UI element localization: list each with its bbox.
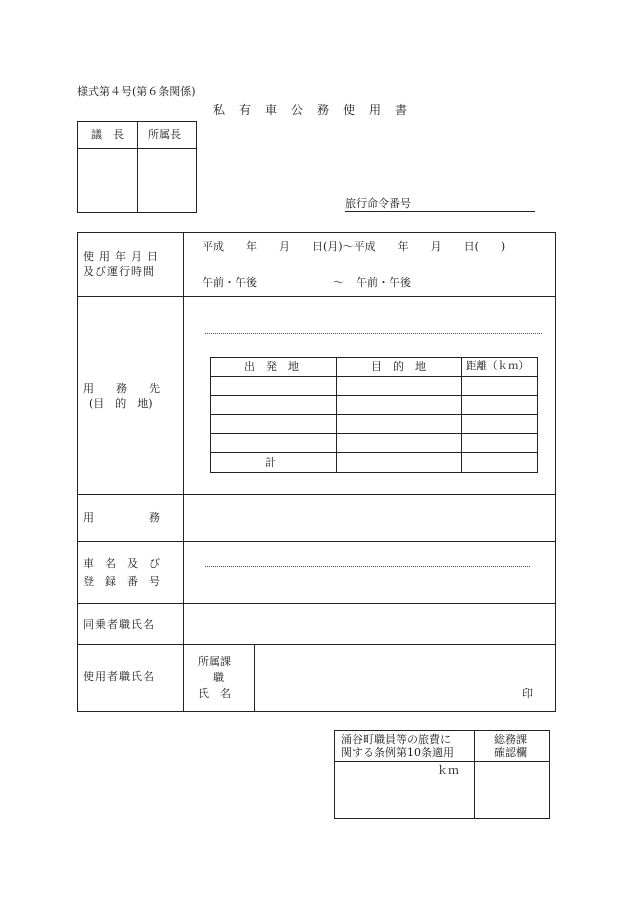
- user-position-label: 職: [213, 671, 224, 684]
- vehicle-dotted-line[interactable]: [205, 566, 530, 567]
- section-line2: 確認欄: [494, 746, 527, 759]
- document-title: 私 有 車 公 務 使 用 書: [213, 103, 409, 117]
- km-entry-cell[interactable]: [335, 762, 473, 818]
- route-header-distance: 距離（ｋｍ）: [466, 360, 529, 372]
- approval-chair-label: 議 長: [91, 128, 124, 141]
- order-number-label: 旅行命令番号: [345, 197, 411, 210]
- passengers-field[interactable]: [184, 604, 555, 643]
- section-confirm-cell[interactable]: [475, 762, 549, 818]
- form-number: 様式第４号(第６条関係): [77, 85, 196, 98]
- datetime-label-line2: 及び運行時間: [83, 265, 155, 278]
- section-line1: 総務課: [494, 733, 527, 746]
- order-number-field[interactable]: [345, 211, 535, 212]
- approval-dept-head-label: 所属長: [148, 128, 181, 141]
- business-field[interactable]: [184, 495, 555, 540]
- route-table: [210, 357, 538, 473]
- route-header-departure: 出 発 地: [244, 360, 299, 373]
- user-dept-label: 所属課: [198, 655, 231, 668]
- approval-dept-head-stamp-cell[interactable]: [138, 149, 196, 212]
- destination-label-line2: (目 的 地): [89, 397, 153, 410]
- approval-chair-stamp-cell[interactable]: [78, 149, 136, 212]
- route-total-label: 計: [265, 456, 276, 469]
- seal-mark: 印: [522, 687, 533, 700]
- user-label: 使用者職氏名: [83, 670, 155, 683]
- regulation-line2: 関する条例第10条適用: [341, 746, 454, 759]
- datetime-date-range[interactable]: 平成 年 月 日(月)～平成 年 月 日( ): [202, 240, 506, 253]
- km-unit: ｋｍ: [437, 764, 459, 777]
- time-from[interactable]: 午前・午後: [202, 276, 257, 289]
- destination-label-line1: 用 務 先: [83, 382, 160, 395]
- time-to[interactable]: 午前・午後: [356, 276, 411, 289]
- passengers-label: 同乗者職氏名: [83, 618, 155, 631]
- user-field[interactable]: [255, 645, 555, 711]
- vehicle-label-line1: 車 名 及 び: [83, 557, 160, 570]
- time-tilde: ～: [333, 276, 344, 289]
- destination-dotted-line[interactable]: [205, 333, 542, 334]
- datetime-label-line1: 使用年月日: [83, 250, 163, 263]
- regulation-line1: 涌谷町職員等の旅費に: [341, 733, 451, 746]
- route-header-destination: 目 的 地: [371, 360, 426, 373]
- business-label: 用 務: [83, 511, 160, 524]
- vehicle-label-line2: 登 録 番 号: [83, 575, 160, 588]
- user-name-label: 氏 名: [198, 687, 231, 700]
